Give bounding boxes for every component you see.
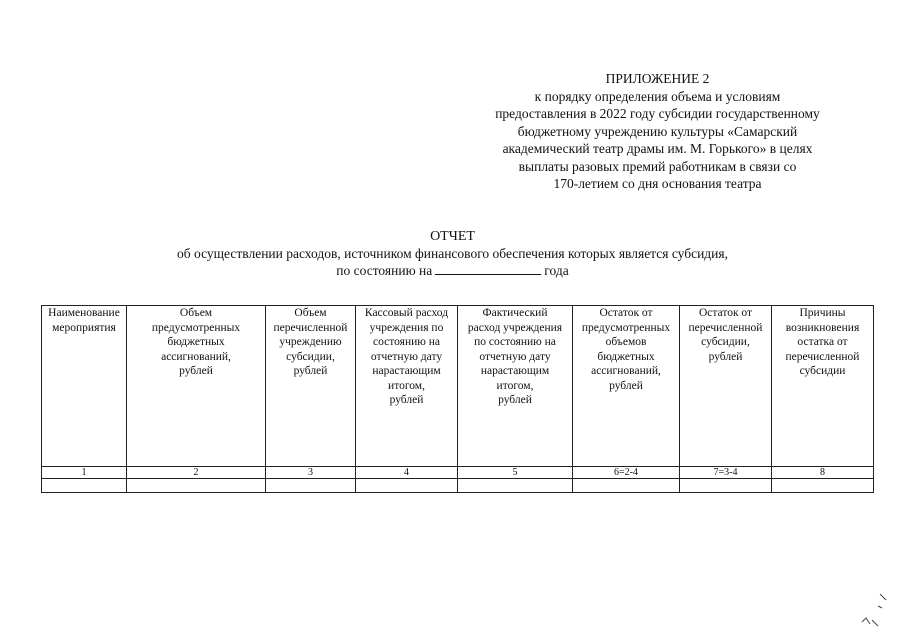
table-cell[interactable] <box>356 479 458 493</box>
report-table <box>41 305 874 493</box>
column-number: 1 <box>42 467 127 479</box>
as-of-prefix: по состоянию на <box>336 263 433 278</box>
column-number: 7=3-4 <box>680 467 772 479</box>
column-number: 5 <box>458 467 573 479</box>
scan-artifact-marks <box>858 590 898 630</box>
report-subtitle <box>0 245 905 279</box>
table-cell[interactable] <box>458 479 573 493</box>
table-cell[interactable] <box>680 479 772 493</box>
report-subtitle-line2 <box>0 262 905 279</box>
appendix-title: ПРИЛОЖЕНИЕ 2 <box>605 71 710 86</box>
header-remainder-reasons: Причины возникновения остатка от перечисленной субсидии <box>772 306 874 467</box>
appendix-line: предоставления в 2022 году субсидии государственному <box>495 106 820 121</box>
table-cell[interactable] <box>772 479 874 493</box>
appendix-line: академический театр драмы им. М. Горького» в целях <box>502 141 813 156</box>
table-row <box>42 479 874 493</box>
header-transferred-subsidy: Объем перечисленной учреждению субсидии, рублей <box>266 306 356 467</box>
appendix-line: к порядку определения объема и условиям <box>534 88 781 104</box>
header-actual-expense: Фактический расход учреждения по состоянию на отчетную дату нарастающим итогом, рублей <box>458 306 573 467</box>
table-cell[interactable] <box>573 479 680 493</box>
header-event-name: Наименование мероприятия <box>42 306 127 467</box>
column-number: 4 <box>356 467 458 479</box>
column-number: 3 <box>266 467 356 479</box>
scan-mark <box>878 606 882 608</box>
table-cell[interactable] <box>42 479 127 493</box>
appendix-block <box>460 70 855 193</box>
appendix-line: бюджетному учреждению культуры «Самарский <box>517 123 798 139</box>
header-remaining-subsidy: Остаток от перечисленной субсидии, рублей <box>680 306 772 467</box>
report-subtitle-line1: об осуществлении расходов, источником финансового обеспечения которых является субсидия, <box>177 246 728 261</box>
scan-mark <box>862 618 870 624</box>
date-blank-field[interactable] <box>435 262 541 275</box>
header-cash-expense: Кассовый расход учреждения по состоянию на отчетную дату нарастающим итогом, рублей <box>356 306 458 467</box>
column-number: 6=2-4 <box>573 467 680 479</box>
column-number-row <box>42 467 874 479</box>
appendix-line: 170-летием со дня основания театра <box>553 176 762 191</box>
table-header-row <box>42 306 874 467</box>
column-number: 8 <box>772 467 874 479</box>
table-cell[interactable] <box>266 479 356 493</box>
scan-mark <box>872 620 878 626</box>
header-planned-allocations: Объем предусмотренных бюджетных ассигнований, рублей <box>127 306 266 467</box>
report-title: ОТЧЕТ <box>430 229 475 244</box>
appendix-line: выплаты разовых премий работникам в связи со <box>518 158 797 174</box>
column-number: 2 <box>127 467 266 479</box>
header-remaining-allocations: Остаток от предусмотренных объемов бюджетных ассигнований, рублей <box>573 306 680 467</box>
table-cell[interactable] <box>127 479 266 493</box>
year-suffix: года <box>544 263 569 278</box>
scan-mark <box>880 594 886 600</box>
